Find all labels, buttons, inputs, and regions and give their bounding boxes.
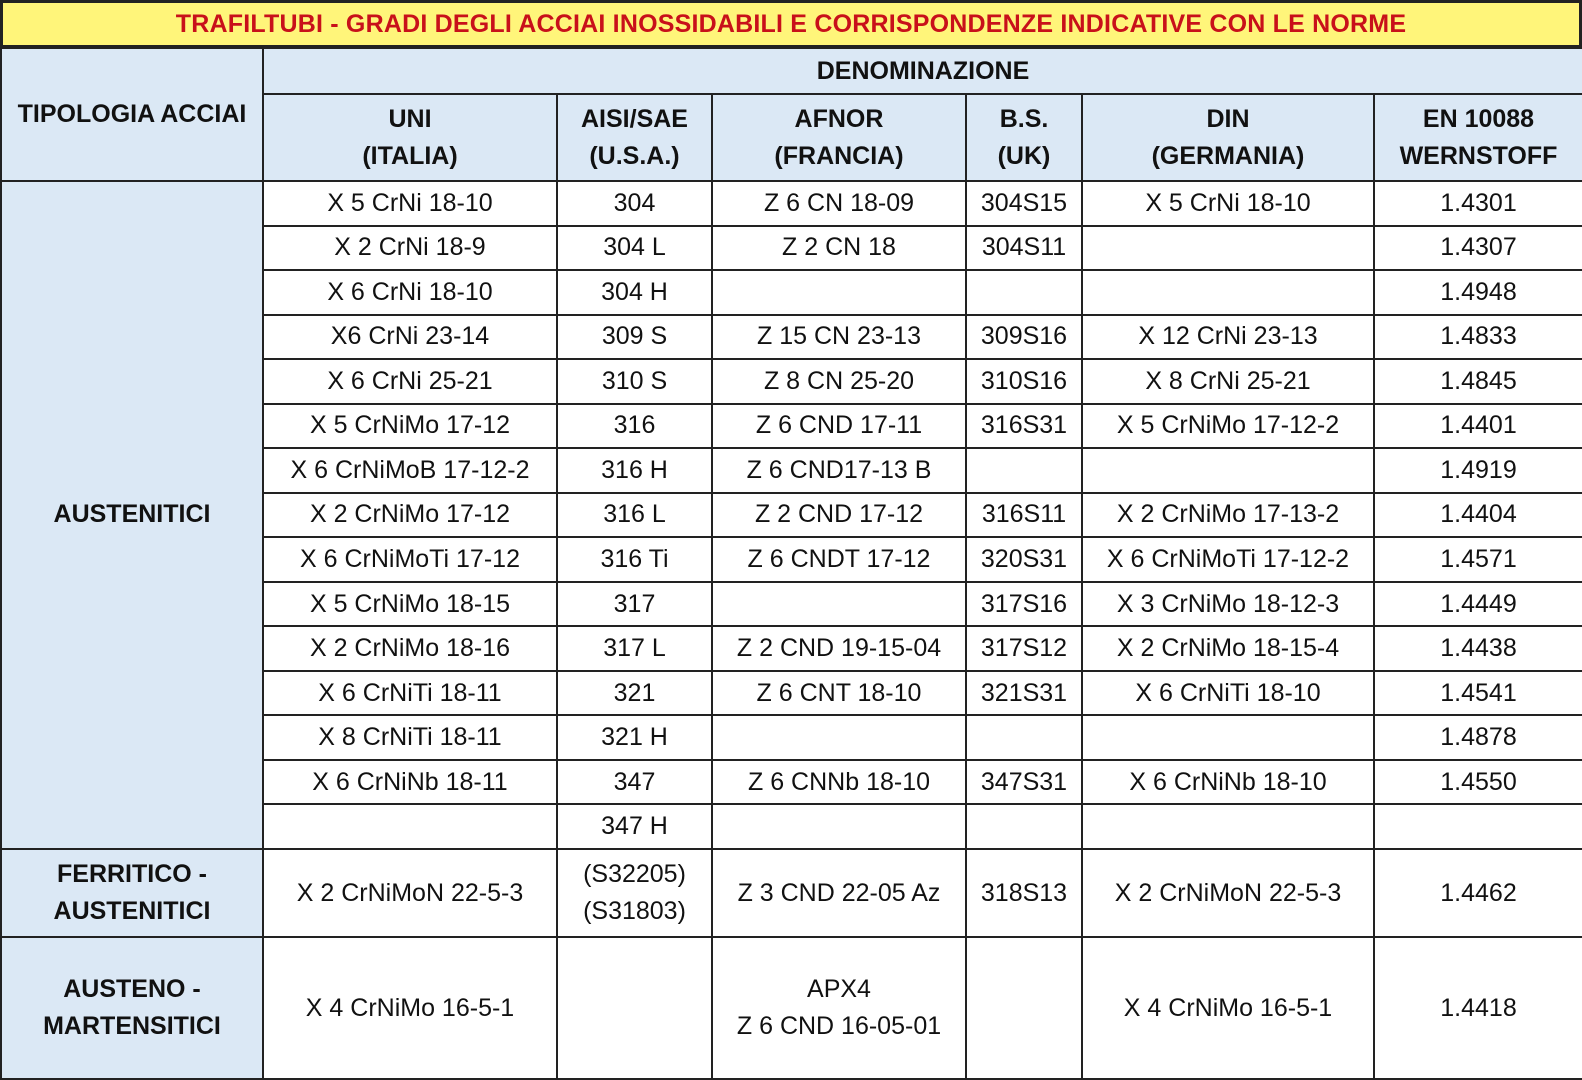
cell-uni [263,804,557,849]
header-tipologia: TIPOLOGIA ACCIAI [1,48,263,181]
cell-uni: X 2 CrNiMo 18-16 [263,626,557,671]
cell-aisi-line2: (S31803) [583,897,686,925]
header-denominazione: DENOMINAZIONE [263,48,1582,94]
cell-aisi: 321 [557,671,712,716]
cell-uni: X 6 CrNiTi 18-11 [263,671,557,716]
cell-din [1082,270,1374,315]
cell-aisi: 316 L [557,493,712,538]
cell-din: X 2 CrNiMo 17-13-2 [1082,493,1374,538]
cell-din [1082,715,1374,760]
cell-uni: X 8 CrNiTi 18-11 [263,715,557,760]
header-din [1082,94,1374,181]
type-line2: AUSTENITICI [53,897,211,925]
table-row [1,937,1582,1079]
cell-en: 1.4462 [1374,849,1582,937]
cell-bs: 316S11 [966,493,1082,538]
type-austeno-martensitici [1,937,263,1079]
header-en-line1: EN 10088 [1422,104,1535,133]
cell-aisi: 317 L [557,626,712,671]
table-body [1,181,1582,1079]
type-line2: MARTENSITICI [43,1012,221,1041]
type-ferritico-austenitici [1,849,263,937]
cell-afnor-line1: APX4 [807,975,871,1004]
cell-bs: 321S31 [966,671,1082,716]
type-austenitici: AUSTENITICI [1,181,263,849]
cell-en: 1.4571 [1374,537,1582,582]
cell-uni: X 2 CrNi 18-9 [263,226,557,271]
cell-en: 1.4418 [1374,937,1582,1079]
cell-bs: 347S31 [966,760,1082,805]
cell-aisi: 316 Ti [557,537,712,582]
page-title: TRAFILTUBI - GRADI DEGLI ACCIAI INOSSIDABILI E CORRISPONDENZE INDICATIVE CON LE NORME [0,0,1582,48]
header-din-line2: (GERMANIA) [1151,141,1305,170]
cell-din: X 2 CrNiMo 18-15-4 [1082,626,1374,671]
cell-aisi: 317 [557,582,712,627]
header-aisi-line1: AISI/SAE [581,104,688,133]
cell-uni: X 2 CrNiMoN 22-5-3 [263,849,557,937]
cell-uni: X 6 CrNi 25-21 [263,359,557,404]
header-uni-line2: (ITALIA) [362,141,458,170]
cell-en [1374,804,1582,849]
cell-afnor: Z 2 CN 18 [712,226,966,271]
cell-uni: X 5 CrNiMo 18-15 [263,582,557,627]
cell-aisi: 304 H [557,270,712,315]
header-en-line2: WERNSTOFF [1399,141,1558,170]
table-row [1,181,1582,226]
cell-bs: 304S11 [966,226,1082,271]
cell-din [1082,226,1374,271]
table-row [1,849,1582,937]
cell-din: X 3 CrNiMo 18-12-3 [1082,582,1374,627]
cell-din [1082,448,1374,493]
cell-uni: X 6 CrNiMoTi 17-12 [263,537,557,582]
cell-afnor: Z 2 CND 17-12 [712,493,966,538]
cell-en: 1.4878 [1374,715,1582,760]
cell-uni: X 6 CrNi 18-10 [263,270,557,315]
header-en [1374,94,1582,181]
cell-afnor [712,582,966,627]
cell-din: X 2 CrNiMoN 22-5-3 [1082,849,1374,937]
cell-bs: 317S12 [966,626,1082,671]
cell-afnor: Z 6 CND 17-11 [712,404,966,449]
cell-bs: 304S15 [966,181,1082,226]
cell-din: X 8 CrNi 25-21 [1082,359,1374,404]
type-line1: AUSTENO - [63,975,201,1004]
cell-aisi: 310 S [557,359,712,404]
cell-bs [966,804,1082,849]
cell-en: 1.4404 [1374,493,1582,538]
cell-din: X 12 CrNi 23-13 [1082,315,1374,360]
header-din-line1: DIN [1206,104,1250,133]
cell-din: X 6 CrNiMoTi 17-12-2 [1082,537,1374,582]
cell-uni: X6 CrNi 23-14 [263,315,557,360]
cell-afnor: Z 6 CNDT 17-12 [712,537,966,582]
cell-afnor: Z 2 CND 19-15-04 [712,626,966,671]
cell-afnor [712,270,966,315]
cell-afnor: Z 6 CN 18-09 [712,181,966,226]
cell-en: 1.4833 [1374,315,1582,360]
cell-en: 1.4401 [1374,404,1582,449]
header-bs [966,94,1082,181]
cell-bs: 316S31 [966,404,1082,449]
cell-uni: X 5 CrNiMo 17-12 [263,404,557,449]
header-uni [263,94,557,181]
cell-en: 1.4541 [1374,671,1582,716]
cell-en: 1.4948 [1374,270,1582,315]
cell-afnor: Z 8 CN 25-20 [712,359,966,404]
cell-afnor [712,937,966,1079]
cell-aisi: 304 L [557,226,712,271]
cell-aisi: 316 [557,404,712,449]
cell-en: 1.4438 [1374,626,1582,671]
cell-bs [966,448,1082,493]
cell-en: 1.4550 [1374,760,1582,805]
cell-uni: X 2 CrNiMo 17-12 [263,493,557,538]
header-bs-line2: (UK) [997,141,1051,170]
cell-uni: X 4 CrNiMo 16-5-1 [263,937,557,1079]
cell-afnor: Z 15 CN 23-13 [712,315,966,360]
cell-uni: X 6 CrNiNb 18-11 [263,760,557,805]
cell-afnor: Z 6 CND17-13 B [712,448,966,493]
cell-aisi: 304 [557,181,712,226]
cell-uni: X 5 CrNi 18-10 [263,181,557,226]
cell-bs: 317S16 [966,582,1082,627]
cell-aisi-line1: (S32205) [583,860,686,888]
cell-din [1082,804,1374,849]
cell-afnor: Z 6 CNNb 18-10 [712,760,966,805]
cell-bs [966,270,1082,315]
header-afnor-line2: (FRANCIA) [774,141,904,170]
cell-afnor [712,715,966,760]
cell-en: 1.4845 [1374,359,1582,404]
cell-aisi: 316 H [557,448,712,493]
cell-din: X 5 CrNiMo 17-12-2 [1082,404,1374,449]
type-line1: FERRITICO - [57,860,207,888]
cell-aisi [557,849,712,937]
cell-afnor [712,804,966,849]
cell-en: 1.4307 [1374,226,1582,271]
cell-bs: 309S16 [966,315,1082,360]
cell-aisi: 321 H [557,715,712,760]
cell-afnor: Z 3 CND 22-05 Az [712,849,966,937]
cell-aisi [557,937,712,1079]
cell-afnor: Z 6 CNT 18-10 [712,671,966,716]
cell-uni: X 6 CrNiMoB 17-12-2 [263,448,557,493]
cell-din: X 6 CrNiTi 18-10 [1082,671,1374,716]
steel-grades-table [0,47,1582,1080]
cell-din: X 4 CrNiMo 16-5-1 [1082,937,1374,1079]
cell-afnor-line2: Z 6 CND 16-05-01 [736,1012,942,1041]
cell-bs [966,937,1082,1079]
cell-en: 1.4301 [1374,181,1582,226]
cell-aisi: 347 H [557,804,712,849]
cell-en: 1.4919 [1374,448,1582,493]
cell-bs [966,715,1082,760]
cell-bs: 320S31 [966,537,1082,582]
cell-en: 1.4449 [1374,582,1582,627]
cell-aisi: 309 S [557,315,712,360]
header-afnor [712,94,966,181]
header-aisi [557,94,712,181]
header-aisi-line2: (U.S.A.) [589,141,680,170]
header-uni-line1: UNI [388,104,432,133]
header-bs-line1: B.S. [999,104,1049,133]
cell-din: X 6 CrNiNb 18-10 [1082,760,1374,805]
cell-aisi: 347 [557,760,712,805]
cell-bs: 310S16 [966,359,1082,404]
table-header [1,48,1582,181]
cell-bs: 318S13 [966,849,1082,937]
header-afnor-line1: AFNOR [794,104,884,133]
cell-din: X 5 CrNi 18-10 [1082,181,1374,226]
